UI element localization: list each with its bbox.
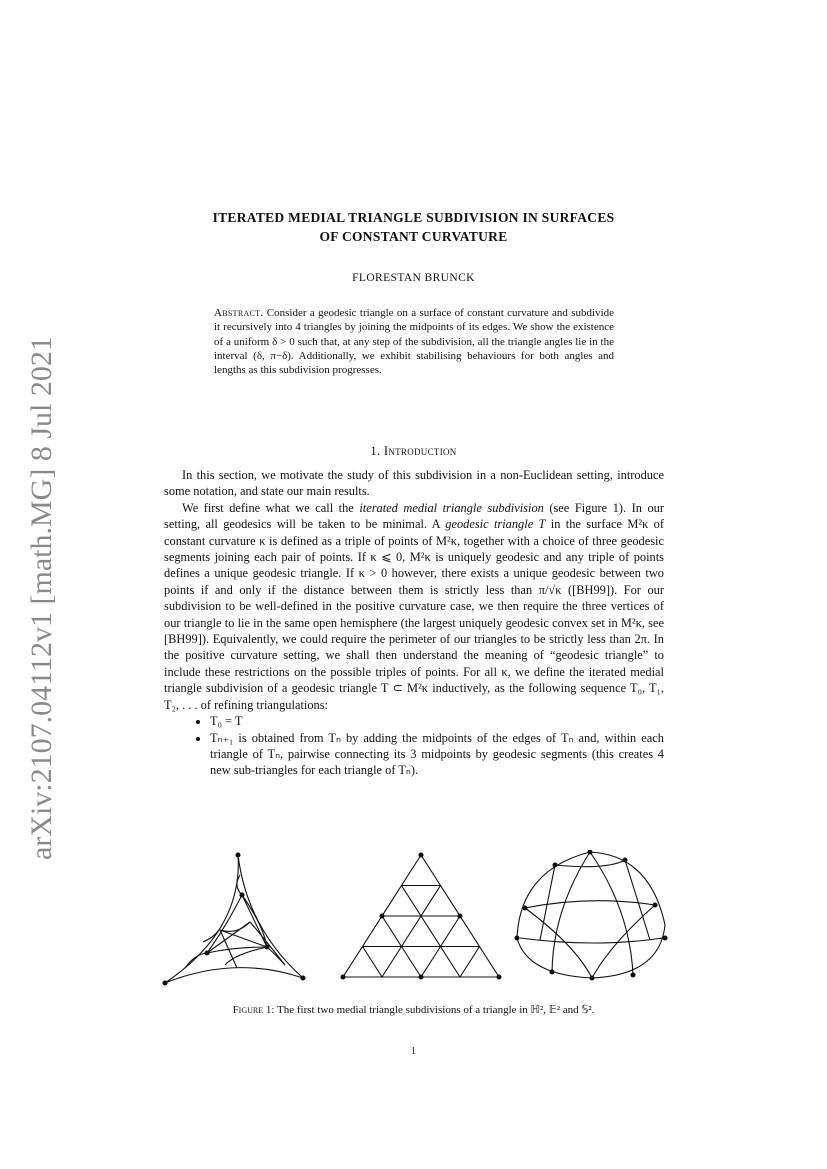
body-text: [164, 467, 664, 779]
abstract-label: Abstract.: [214, 307, 264, 319]
para2-part-c: in the surface M²κ of constant curvature κ is defined as a triple of points of M²κ, together with a choice of three geodesic segments joining each pair of points. If κ ⩽ 0, M²κ is uniquely geodesic and any triple of points defines a unique geodesic triangle. If κ > 0 however, there exists a unique geodesic between two points if and only if the distance between them is strictly less than π/√κ ([BH99]). For our subdivision to be well-defined in the positive curvature case, we then require the three vertices of our triangle to lie in the same open hemisphere (the largest uniquely geodesic convex set in M²κ, see [BH99]). Equivalently, we could require the perimeter of our triangles to be strictly less than 2π. In the positive curvature setting, we shall then understand the meaning of “geodesic triangle” to include these restrictions on the possible triples of points. For all κ, we define the iterated medial triangle subdivision of a geodesic triangle T ⊂ M²κ inductively, as the following sequence T₀, T₁, T₂, . . . of refining triangulations:: [164, 517, 665, 712]
list-item: • T₀ = T: [210, 713, 664, 729]
section-title: Introduction: [383, 444, 457, 458]
para2-emphasis-1: iterated medial triangle subdivision: [359, 500, 544, 515]
paper-title: [120, 208, 707, 246]
arxiv-identifier: arXiv:2107.04112v1 [math.MG] 8 Jul 2021: [25, 336, 58, 860]
author-name: FLORESTAN BRUNCK: [352, 272, 475, 284]
page-number: 1: [411, 1046, 416, 1057]
figure-1-illustration: [155, 850, 675, 990]
para2-part-a: We first define what we call the: [182, 500, 360, 515]
abstract-text: Consider a geodesic triangle on a surface of constant curvature and subdivide it recursively into 4 triangles by joining the midpoints of its edges. We show the existence of a uniform δ > 0 such that, at any step of the subdivision, all the triangle angles lie in the interval (δ, π−δ). Additionally, we exhibit stabilising behaviours for both angles and lengths as this subdivision progresses.: [214, 307, 615, 377]
abstract: [214, 306, 614, 377]
title-line-1: ITERATED MEDIAL TRIANGLE SUBDIVISION IN SURFACES: [212, 210, 615, 225]
spherical-triangle-drawing: [515, 850, 667, 980]
hyperbolic-triangle-drawing: [163, 853, 305, 985]
section-number: 1.: [370, 444, 381, 458]
para2-part-b: (see Figure 1). In our setting, all geodesics will be taken to be minimal. A: [164, 500, 665, 532]
definition-list: [164, 713, 664, 779]
section-heading: [120, 444, 707, 459]
list-item: • Tₙ₊₁ is obtained from Tₙ by adding the midpoints of the edges of Tₙ and, within each triangle of Tₙ, pairwise connecting its 3 midpoints by geodesic segments (this creates 4 new sub-triangles for each triangle of Tₙ).: [210, 730, 664, 779]
figure-caption-text: The first two medial triangle subdivisions of a triangle in ℍ², 𝔼² and 𝕊².: [277, 1004, 595, 1016]
paragraph-2: [164, 500, 664, 713]
para2-emphasis-2: geodesic triangle T: [445, 517, 546, 532]
paragraph-1: In this section, we motivate the study of this subdivision in a non-Euclidean setting, introduce some notation, and state our main results.: [164, 468, 664, 499]
figure-label: Figure 1:: [232, 1004, 275, 1016]
figure-caption: [160, 1003, 667, 1018]
title-line-2: OF CONSTANT CURVATURE: [319, 229, 508, 244]
euclidean-triangle-drawing: [341, 853, 501, 979]
